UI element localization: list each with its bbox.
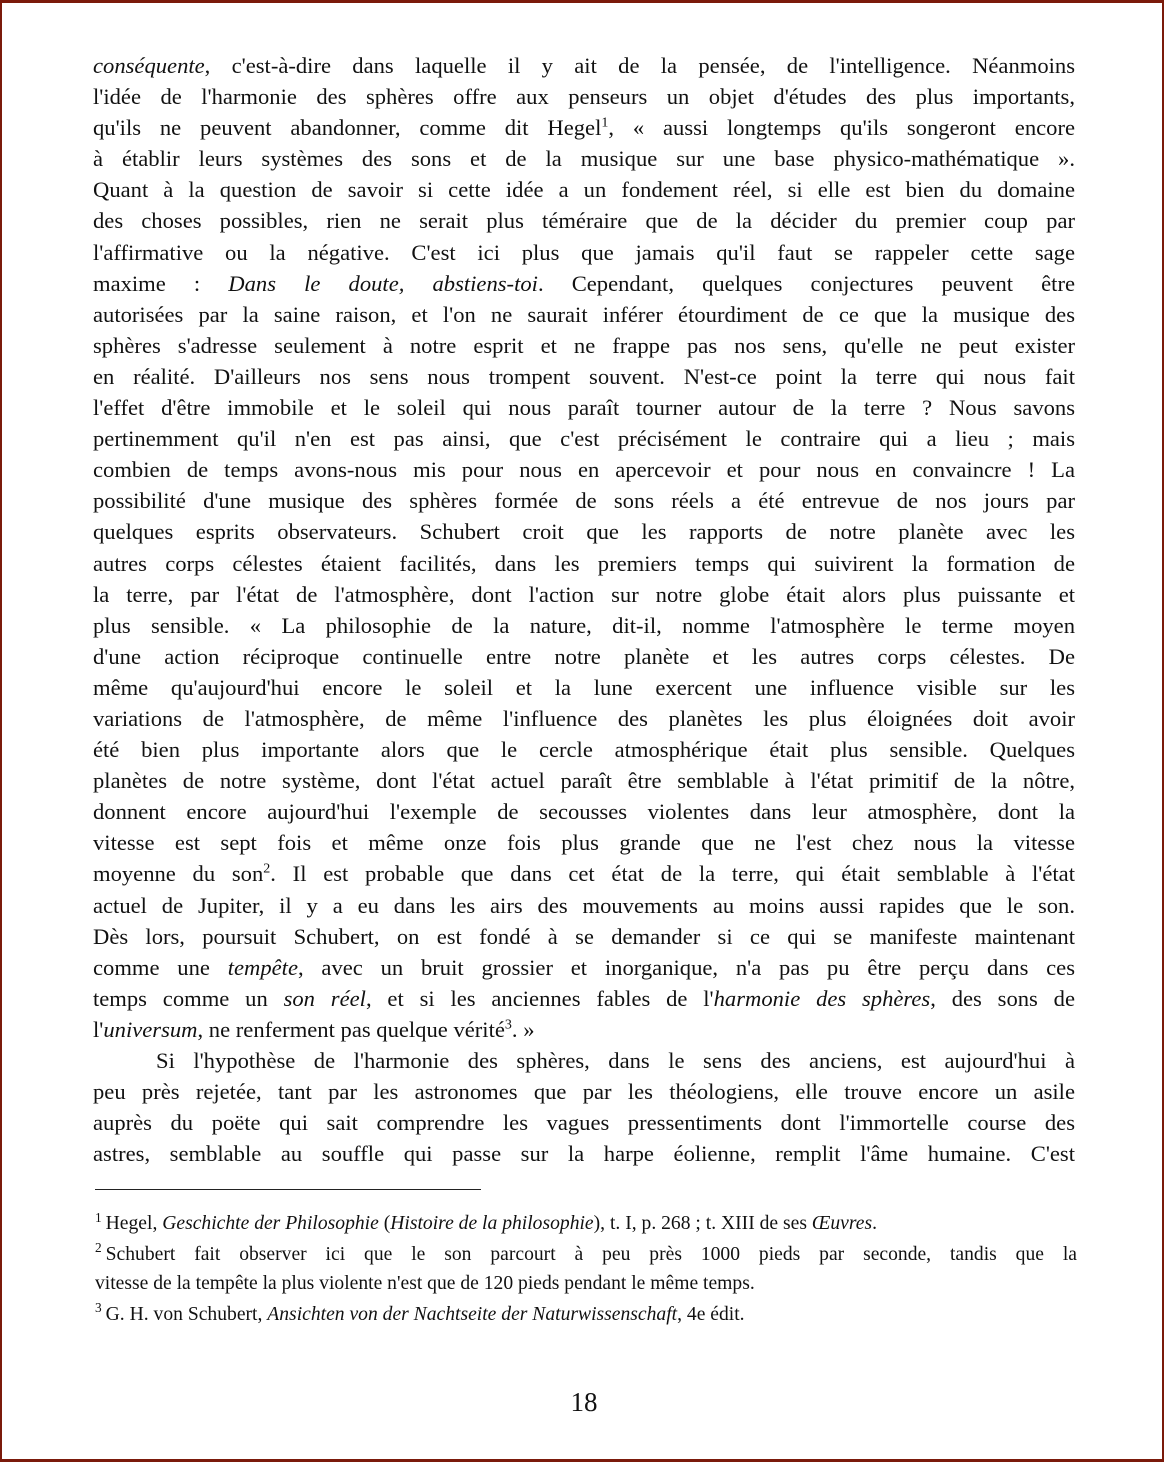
text-run: , et si les anciennes fables de l' [365,985,714,1011]
footnote-1 [95,1209,1077,1239]
text-run: , « aussi longtemps qu'ils songeront encore [608,115,1076,141]
italic-text: Ansichten von der Nachtseite der Naturwissenschaft [267,1303,678,1325]
text-run: en réalité. D'ailleurs nos sens nous trompent souvent. N'est-ce point la terre qui nous fait [93,363,1075,389]
text-run: astres, semblable au souffle qui passe sur la harpe éolienne, remplit l'âme humaine. C'est [93,1141,1075,1167]
body-line [93,1138,1075,1169]
body-line [93,299,1075,330]
body-line [93,1045,1075,1076]
italic-text: conséquente [93,53,205,78]
text-run: sphères s'adresse seulement à notre esprit et ne frappe pas nos sens, qu'elle ne peut exister [93,332,1075,358]
body-line [93,112,1075,143]
footnote-line [95,1300,1077,1330]
body-line [93,983,1075,1014]
body-line [93,890,1075,921]
footnote-reference[interactable]: 1 [601,115,609,131]
body-line [93,579,1075,610]
text-run: temps comme un [93,985,284,1011]
body-line [93,796,1075,827]
text-run: donnent encore aujourd'hui l'exemple de secousses violentes dans leur atmosphère, dont la [93,799,1075,825]
text-run: même qu'aujourd'hui encore le soleil et la lune exercent une influence visible sur les [93,674,1075,700]
text-run: qu'ils ne peuvent abandonner, comme dit Hegel [93,115,602,141]
text-run: Dès lors, poursuit Schubert, on est fondé à se demander si ce qui se manifeste maintenant [93,923,1075,949]
text-run: peu près rejetée, tant par les astronomes que par les théologiens, elle trouve encore un asile [93,1079,1075,1105]
italic-text: son réel [283,985,366,1011]
body-line [93,50,1075,81]
body-line [93,827,1075,858]
body-line [93,921,1075,952]
text-run: vitesse de la tempête la plus violente n'est que de 120 pieds pendant le même temps. [95,1273,755,1294]
text-run: d'une action réciproque continuelle entre notre planète et les autres corps célestes. De [93,643,1075,669]
text-run: l'idée de l'harmonie des sphères offre aux penseurs un objet d'études des plus importants, [93,84,1075,110]
text-run: moyenne du son [93,861,264,887]
body-line [93,361,1075,392]
text-run: G. H. von Schubert, [105,1303,268,1325]
text-run: , ne renferment pas quelque vérité [197,1016,505,1042]
body-line [93,1107,1075,1138]
italic-text: Geschichte der Philosophie [162,1213,379,1234]
body-line [93,174,1075,205]
body-line [93,423,1075,454]
text-run: , des sons de [930,985,1075,1011]
text-run: possibilité d'une musique des sphères formée de sons réels a été entrevue de nos jours par [93,488,1075,514]
footnote-line [95,1269,1077,1299]
text-run: l'affirmative ou la négative. C'est ici plus que jamais qu'il faut se rappeler cette sage [93,239,1075,265]
footnote-separator [95,1189,481,1190]
italic-text: harmonie des sphères [713,985,931,1011]
text-run: combien de temps avons-nous mis pour nous en apercevoir et pour nous en convaincre ! La [93,457,1075,483]
footnote-reference[interactable]: 2 [263,861,271,877]
footnote-line [95,1209,1077,1239]
body-line [93,672,1075,703]
text-run: l'effet d'être immobile et le soleil qui nous paraît tourner autour de la terre ? Nous savons [93,395,1075,421]
text-run: , c'est-à-dire dans laquelle il y ait de la pensée, de l'intelligence. Néanmoins [204,53,1075,78]
text-run: ( [378,1213,391,1234]
text-run: variations de l'atmosphère, de même l'influence des planètes les plus éloignées doit avoir [93,705,1075,731]
body-line [93,703,1075,734]
body-line [93,734,1075,765]
text-run: autres corps célestes étaient facilités, dans les premiers temps qui suivirent la formation de [93,550,1075,576]
body-line [93,237,1075,268]
footnote-marker: 3 [95,1300,102,1316]
italic-text: universum [103,1016,198,1042]
body-line [93,392,1075,423]
body-line [93,485,1075,516]
body-line [93,330,1075,361]
text-run: Quant à la question de savoir si cette idée a un fondement réel, si elle est bien du domaine [93,177,1075,203]
footnotes [95,1209,1077,1329]
text-run: maxime : [93,270,229,296]
italic-text: Dans le doute, abstiens-toi [228,270,538,296]
text-run: ), t. I, p. 268 ; t. XIII de ses [593,1213,812,1234]
italic-text: tempête [227,954,298,980]
footnote-reference[interactable]: 3 [504,1017,512,1033]
body-line [93,516,1075,547]
italic-text: Histoire de la philosophie [390,1213,594,1234]
footnote-marker: 1 [95,1209,102,1225]
text-run: . » [511,1016,535,1042]
text-run: , 4e édit. [677,1303,745,1325]
body-line [93,858,1075,889]
body-line [93,610,1075,641]
body-line [93,952,1075,983]
text-run: été bien plus importante alors que le cercle atmosphérique était plus sensible. Quelques [93,737,1075,763]
text-run: autorisées par la saine raison, et l'on ne saurait inférer étourdiment de ce que la musique des [93,301,1075,327]
body-line [93,81,1075,112]
text-run: actuel de Jupiter, il y a eu dans les airs des mouvements au moins aussi rapides que le son. [93,892,1075,918]
text-run: Hegel, [105,1213,163,1234]
footnote-line [95,1240,1077,1270]
footnote-marker: 2 [95,1240,102,1256]
body-line [93,765,1075,796]
text-run: des choses possibles, rien ne serait plus téméraire que de la décider du premier coup par [93,208,1075,234]
text-run: . Il est probable que dans cet état de la terre, qui était semblable à l'état [270,861,1075,887]
text-run: auprès du poëte qui sait comprendre les vagues pressentiments dont l'immortelle course des [93,1110,1075,1136]
footnote-3 [95,1300,1077,1330]
text-run: quelques esprits observateurs. Schubert croit que les rapports de notre planète avec les [93,519,1075,545]
text-run: à établir leurs systèmes des sons et de la musique sur une base physico-mathématique ». [93,146,1075,172]
text-run: Schubert fait observer ici que le son parcourt à peu près 1000 pieds par seconde, tandis que la [105,1243,1077,1265]
text-run: pertinemment qu'il n'en est pas ainsi, que c'est précisément le contraire qui a lieu ; mais [93,426,1075,452]
text-run: l' [93,1016,104,1042]
body-line [93,1014,1075,1045]
footnote-2 [95,1240,1077,1299]
text-run: . Cependant, quelques conjectures peuvent être [537,270,1075,296]
body-line [93,143,1075,174]
body-line [93,641,1075,672]
text-run: Si l'hypothèse de l'harmonie des sphères, dans le sens des anciens, est aujourd'hui à [156,1048,1075,1073]
body-line [93,454,1075,485]
text-run: vitesse est sept fois et même onze fois plus grande que ne l'est chez nous la vitesse [93,830,1075,856]
body-text [93,50,1075,1169]
body-line [93,1076,1075,1107]
body-line [93,548,1075,579]
body-line [93,268,1075,299]
text-run: comme une [93,954,228,980]
text-run: . [872,1213,877,1234]
text-run: plus sensible. « La philosophie de la nature, dit-il, nomme l'atmosphère le terme moyen [93,612,1075,638]
text-run: , avec un bruit grossier et inorganique, n'a pas pu être perçu dans ces [297,954,1076,980]
text-run: la terre, par l'état de l'atmosphère, dont l'action sur notre globe était alors plus puissante et [93,581,1075,607]
italic-text: Œuvres [811,1213,873,1234]
body-line [93,205,1075,236]
page-number: 18 [570,1387,598,1417]
text-run: planètes de notre système, dont l'état actuel paraît être semblable à l'état primitif de la nôtre, [93,768,1075,794]
